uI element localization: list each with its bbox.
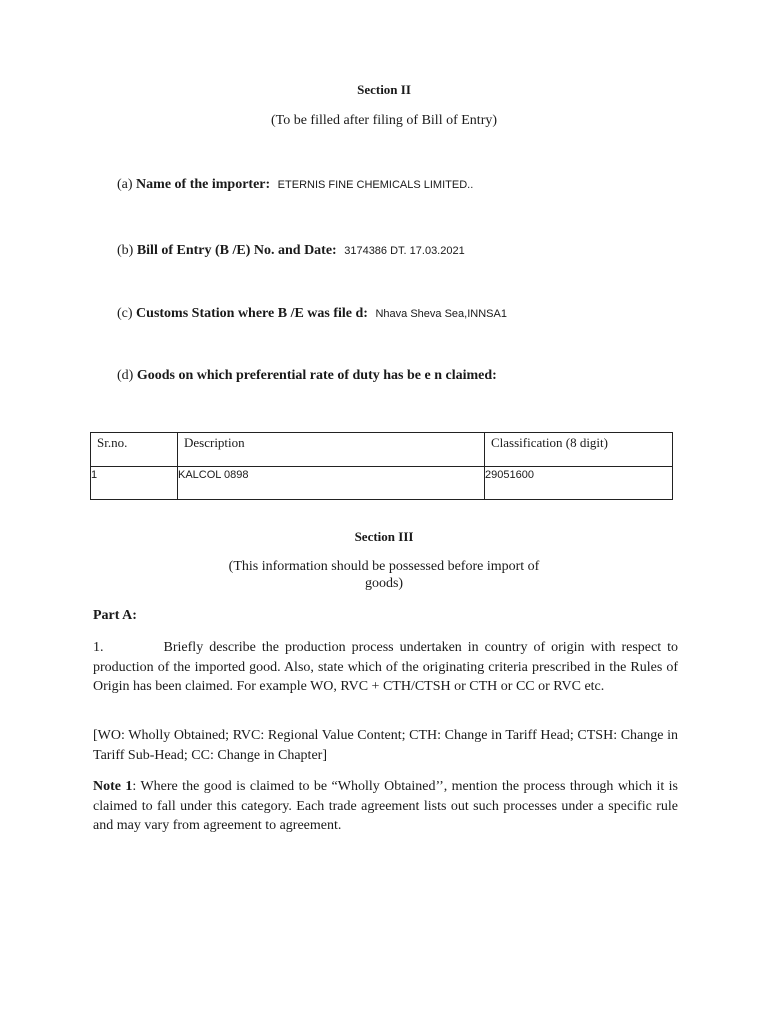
item-label: Customs Station where B /E was file d:	[136, 306, 368, 321]
table-cell: KALCOL 0898	[178, 467, 485, 500]
item-goods-preferential	[117, 368, 501, 384]
item-label: Goods on which preferential rate of duty has be e n claimed:	[136, 368, 497, 383]
table-header-cell: Classification (8 digit)	[485, 433, 673, 467]
table-header-cell: Sr.no.	[91, 433, 178, 467]
item-importer-name	[117, 177, 473, 193]
table-header-cell: Description	[178, 433, 485, 467]
section-ii-subtitle: (To be filled after filing of Bill of Entry)	[270, 113, 498, 128]
table-row	[91, 467, 673, 500]
section-iii-title: Section III	[354, 529, 414, 544]
item-marker: (b)	[117, 243, 134, 258]
item-customs-station	[117, 306, 507, 322]
item-marker: (c)	[117, 306, 133, 321]
part-a-heading: Part A:	[93, 608, 137, 623]
section-iii-subtitle-line1: (This information should be possessed before import of	[228, 559, 540, 574]
item-marker: (d)	[117, 368, 134, 383]
item-value: Nhava Sheva Sea,INNSA1	[375, 308, 507, 320]
item-bill-of-entry	[117, 243, 465, 259]
item-label: Name of the importer:	[136, 177, 271, 192]
goods-table	[90, 432, 673, 500]
table-cell: 29051600	[485, 467, 673, 500]
note-1-paragraph	[93, 777, 678, 836]
item-value: ETERNIS FINE CHEMICALS LIMITED..	[277, 179, 474, 191]
note-1-label: Note 1	[93, 779, 133, 794]
table-cell: 1	[91, 467, 178, 500]
item-label: Bill of Entry (B /E) No. and Date:	[136, 243, 337, 258]
table-header-row	[91, 433, 673, 467]
note-1-text: : Where the good is claimed to be “Wholly Obtained’’, mention the process through which it is claimed to fall under this category. Each trade agreement lists out such processes under a specific rule and may vary from agreement to agreement.	[93, 779, 678, 833]
item-marker: (a)	[117, 177, 133, 192]
item-value: 3174386 DT. 17.03.2021	[344, 245, 465, 257]
section-iii-subtitle-line2: goods)	[364, 576, 404, 591]
part-a-paragraph-1: 1. Briefly describe the production process undertaken in country of origin with respect to production of the imported good. Also, state which of the originating criteria prescribed in the Rules of Origin has been claimed. For example WO, RVC + CTH/CTSH or CTH or CC or RVC etc.	[93, 640, 682, 694]
section-ii-title: Section II	[357, 82, 411, 97]
part-a-paragraph-2: [WO: Wholly Obtained; RVC: Regional Value Content; CTH: Change in Tariff Head; CTSH: Change in Tariff Sub-Head; CC: Change in Chapter]	[93, 728, 678, 763]
